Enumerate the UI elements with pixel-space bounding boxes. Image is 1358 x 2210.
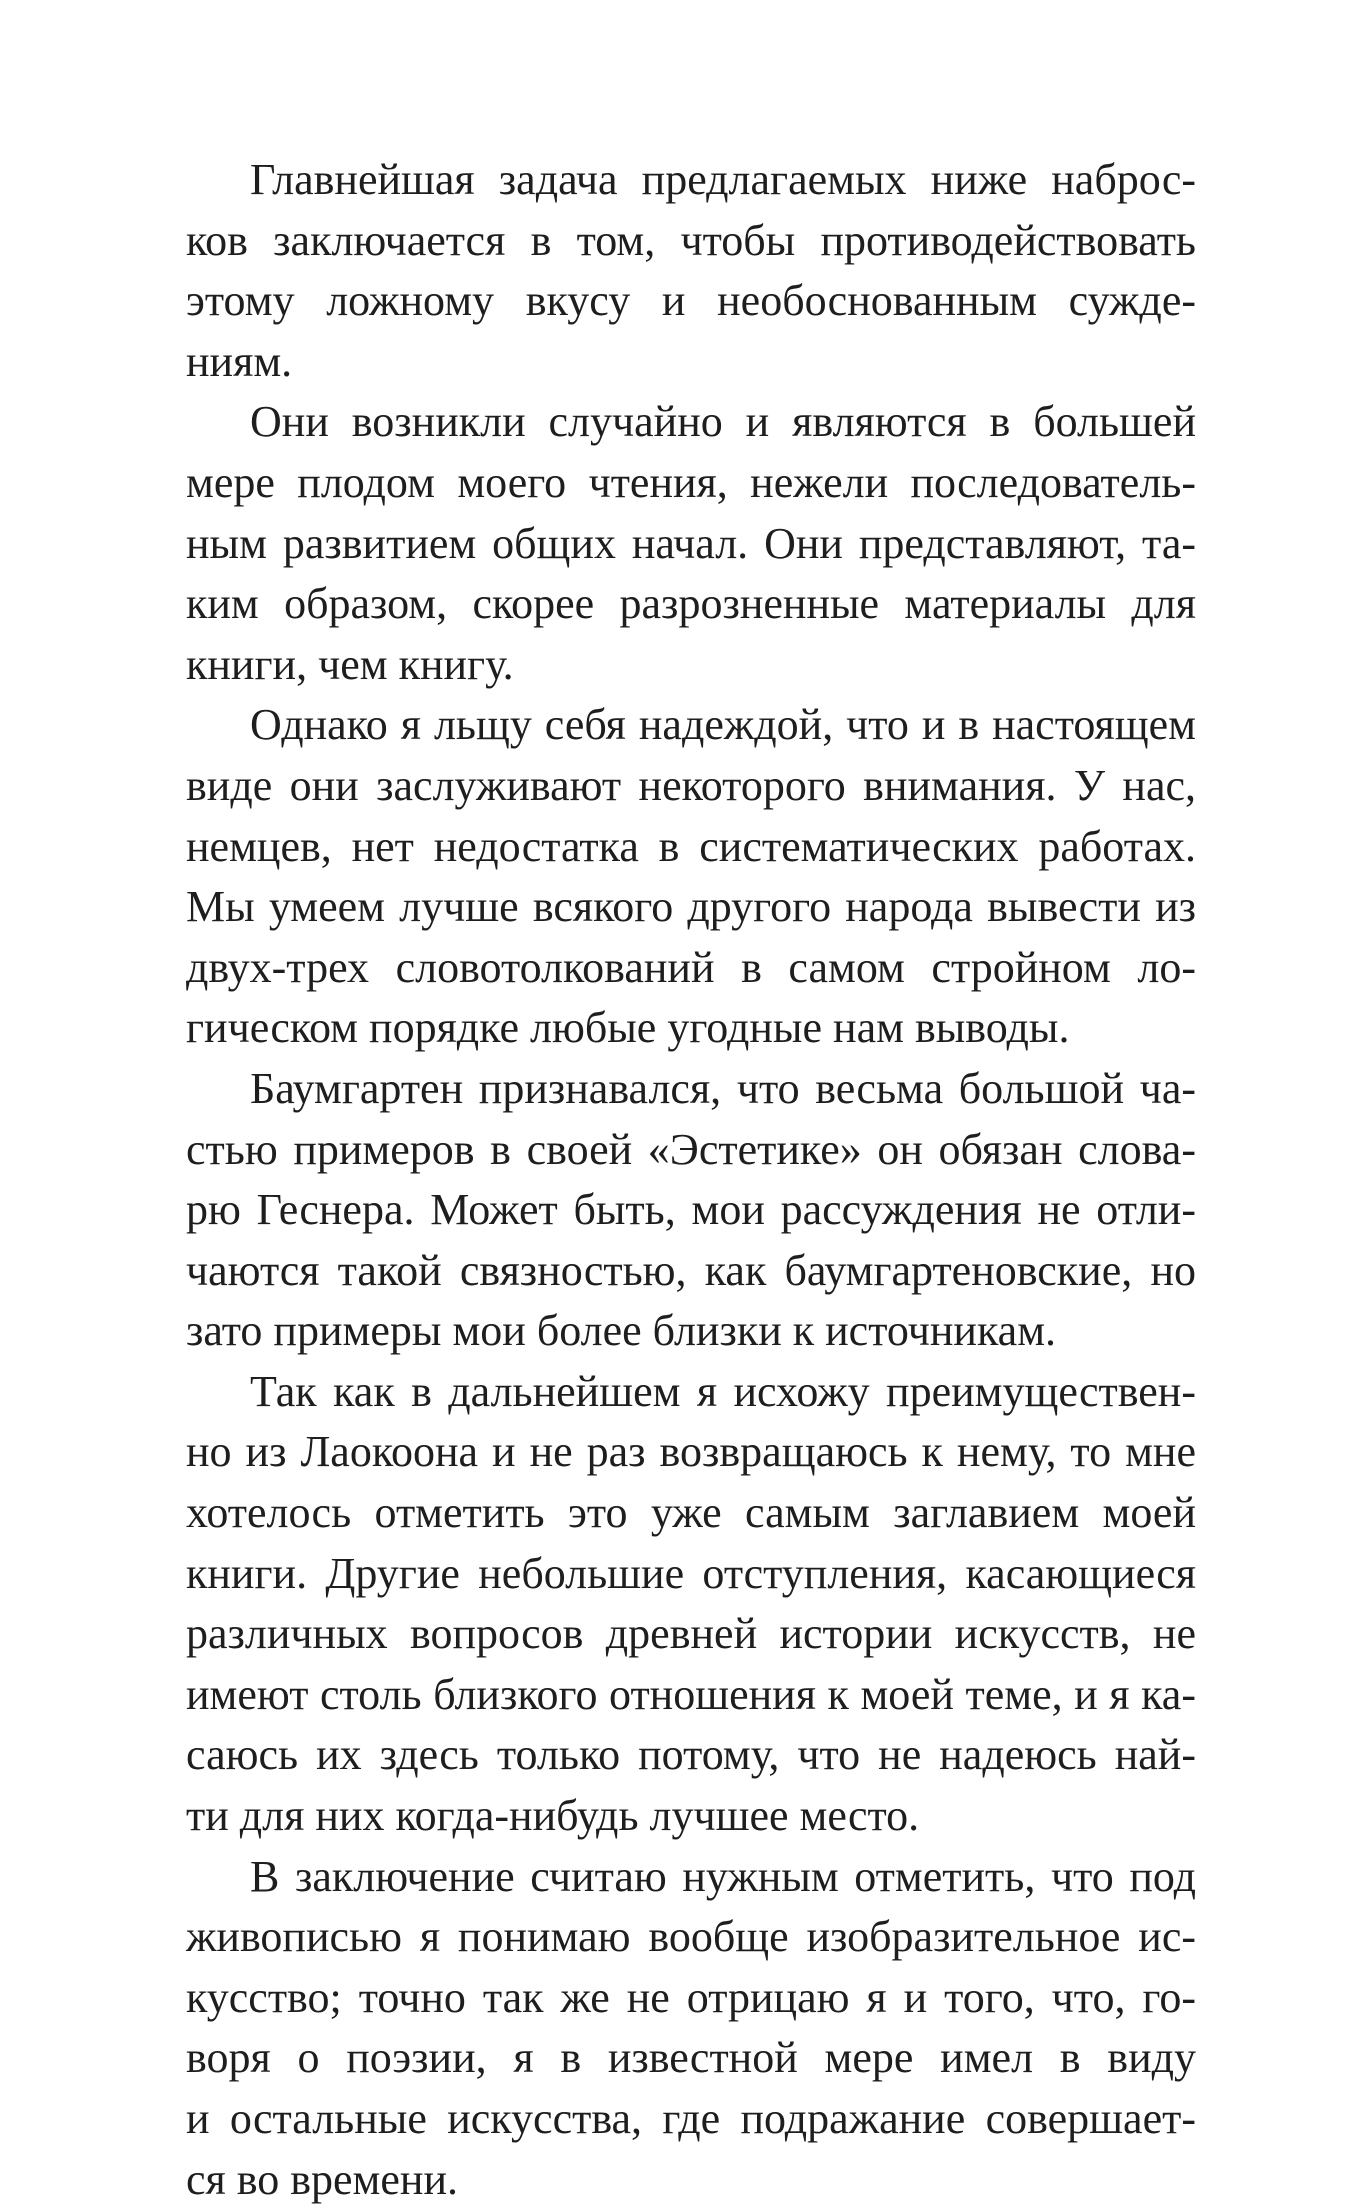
text-line: хотелось отметить это уже самым заглавием моей — [186, 1488, 1196, 1538]
paragraph — [186, 150, 1196, 392]
text-line: Мы умеем лучше всякого другого народа вывести из — [186, 882, 1196, 932]
text-line: ким образом, скорее разрозненные материалы для — [186, 579, 1196, 629]
text-line: но из Лаокоона и не раз возвращаюсь к нему, то мне — [186, 1427, 1196, 1477]
text-line: гическом порядке любые угодные нам выводы. — [186, 1003, 1070, 1053]
text-line: стью примеров в своей «Эстетике» он обязан слова- — [186, 1124, 1196, 1174]
text-line: Так как в дальнейшем я исхожу преимуществен- — [250, 1366, 1196, 1416]
text-line: ти для них когда-нибудь лучшее место. — [186, 1791, 920, 1841]
text-line: Баумгартен признавался, что весьма большой ча- — [250, 1063, 1196, 1113]
text-line: книги, чем книгу. — [186, 639, 514, 689]
text-line: Они возникли случайно и являются в большей — [250, 397, 1196, 447]
text-line: мере плодом моего чтения, нежели последователь- — [186, 457, 1196, 507]
paragraph — [186, 392, 1196, 695]
text-line: Главнейшая задача предлагаемых ниже наброс- — [250, 155, 1196, 204]
text-line: двух-трех словотолкований в самом стройном ло- — [186, 942, 1196, 992]
text-line: В заключение считаю нужным отметить, что под — [250, 1851, 1196, 1901]
text-line: немцев, нет недостатка в систематических работах. — [186, 821, 1196, 871]
text-line: и остальные искусства, где подражание совершает- — [186, 2094, 1196, 2143]
paragraph — [186, 695, 1196, 1059]
text-line: чаются такой связностью, как баумгартеновские, но — [186, 1245, 1196, 1295]
text-line: имеют столь близкого отношения к моей теме, и я ка- — [186, 1669, 1196, 1719]
paragraph — [186, 1059, 1196, 1362]
text-line: ным развитием общих начал. Они представляют, та- — [186, 518, 1196, 568]
text-line: воря о поэзии, я в известной мере имел в виду — [186, 2033, 1196, 2083]
text-line: рю Геснера. Может быть, мои рассуждения не отли- — [186, 1185, 1196, 1235]
text-line: Однако я льщу себя надеждой, что и в настоящем — [250, 700, 1196, 750]
paragraph — [186, 1847, 1196, 2210]
text-line: саюсь их здесь только потому, что не надеюсь най- — [186, 1730, 1196, 1780]
text-line: живописью я понимаю вообще изобразительное ис- — [186, 1912, 1196, 1962]
text-line: этому ложному вкусу и необоснованным сужде- — [186, 276, 1196, 326]
text-line: зато примеры мои более близки к источникам. — [186, 1306, 1057, 1356]
text-line: кусство; точно так же не отрицаю я и того, что, го- — [186, 1972, 1196, 2022]
text-line: различных вопросов древней истории искусств, не — [186, 1609, 1196, 1659]
text-line: виде они заслуживают некоторого внимания. У нас, — [186, 760, 1196, 810]
page-text — [186, 150, 1196, 2210]
text-line: книги. Другие небольшие отступления, касающиеся — [186, 1548, 1196, 1598]
paragraph — [186, 1362, 1196, 1847]
text-line: ся во времени. — [186, 2154, 459, 2204]
text-line: ков заключается в том, чтобы противодействовать — [186, 215, 1196, 265]
text-line: ниям. — [186, 336, 293, 386]
